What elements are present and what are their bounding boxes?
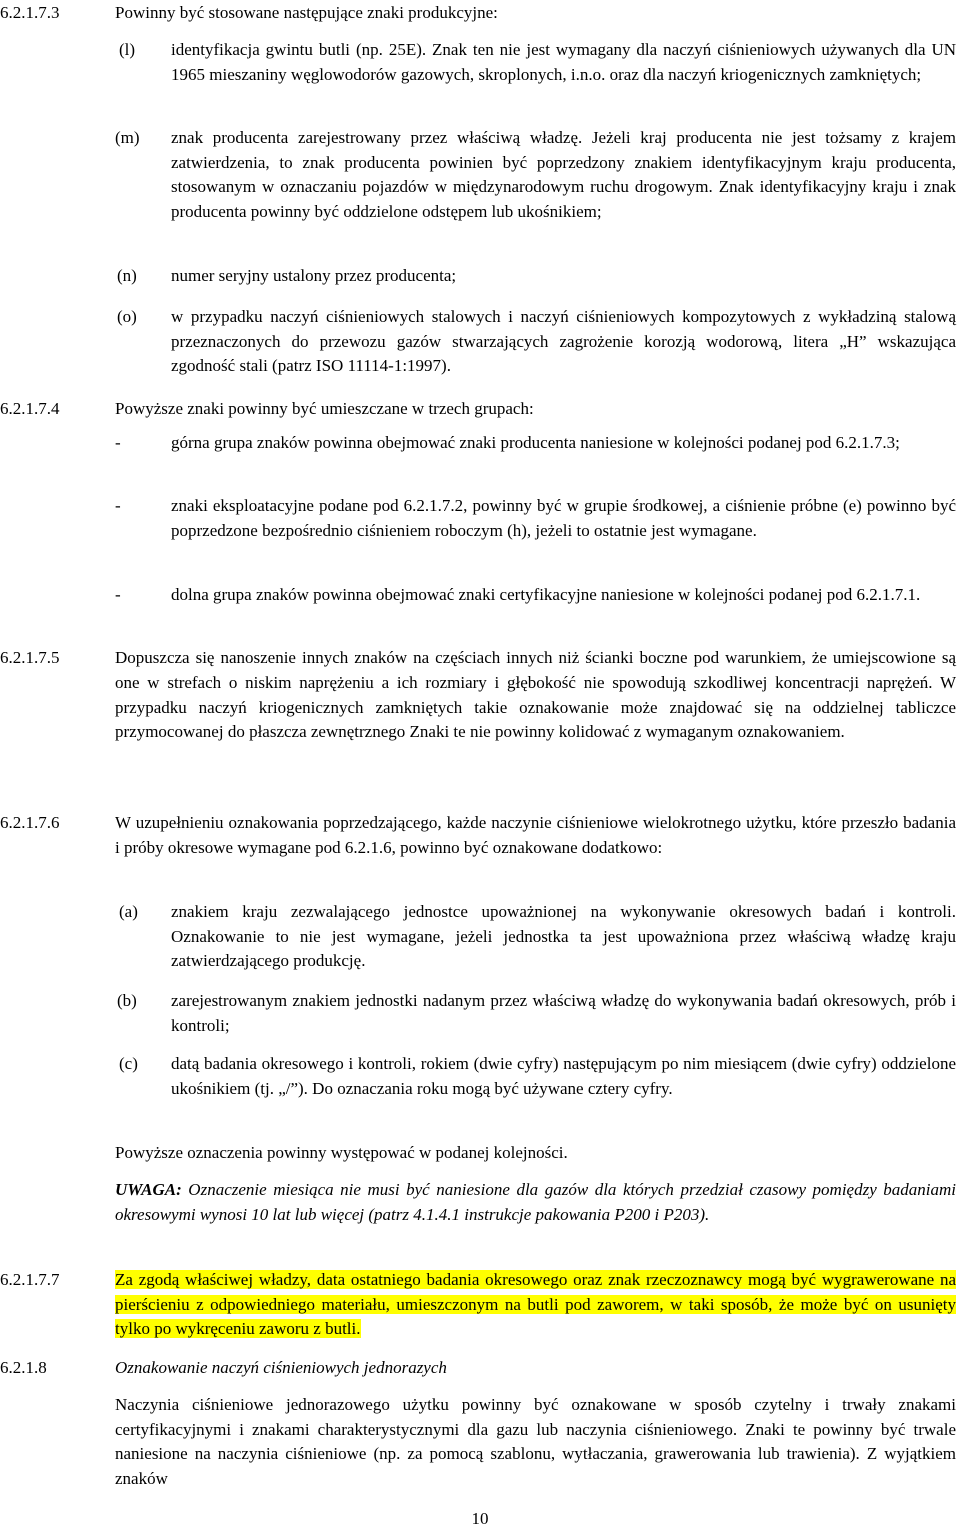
section-number-6-2-1-7-3: 6.2.1.7.3	[0, 3, 60, 22]
list-item-text-top-group: górna grupa znaków powinna obejmować znaki producenta naniesione w kolejności podanej pod 6.2.1.7.3;	[171, 433, 900, 452]
list-item-label-m: (m)	[115, 128, 140, 147]
list-item-label-c: (c)	[119, 1054, 138, 1073]
uwaga-label: UWAGA:	[115, 1180, 182, 1199]
section-number-6-2-1-7-4: 6.2.1.7.4	[0, 399, 60, 418]
order-note: Powyższe oznaczenia powinny występować w podanej kolejności.	[115, 1143, 568, 1162]
list-item-label-n: (n)	[117, 266, 137, 285]
section-title-6-2-1-8: Oznakowanie naczyń ciśnieniowych jednorazych	[115, 1358, 447, 1377]
list-item-label-o: (o)	[117, 307, 137, 326]
section-number-6-2-1-7-6: 6.2.1.7.6	[0, 813, 60, 832]
page-number: 10	[471, 1509, 489, 1528]
section-intro-6-2-1-7-3: Powinny być stosowane następujące znaki produkcyjne:	[115, 3, 498, 22]
section-number-6-2-1-8: 6.2.1.8	[0, 1358, 47, 1377]
section-intro-6-2-1-7-6: W uzupełnieniu oznakowania poprzedzającego, każde naczynie ciśnieniowe wielokrotnego użytku, które przeszło badania i próby okresowe wymagane pod 6.2.1.6, powinno być oznakowane dodatkowo:	[115, 813, 956, 857]
uwaga-text: Oznaczenie miesiąca nie musi być naniesione dla gazów dla których przedział czasowy pomiędzy badaniami okresowymi wynosi 10 lat lub więcej (patrz 4.1.4.1 instrukcje pakowania P200 i P203).	[115, 1180, 957, 1224]
list-item-text-a: znakiem kraju zezwalającego jednostce upoważnionej na wykonywanie okresowych badań i kontroli. Oznakowanie to nie jest wymagane, jeżeli jednostka ta jest upoważniona przez właściwą władzę kraju zatwierdzającego produkcję.	[171, 902, 956, 970]
list-item-text-b: zarejestrowanym znakiem jednostki nadanym przez właściwą władzę do wykonywania badań okresowych, prób i kontroli;	[171, 991, 956, 1035]
section-intro-6-2-1-7-4: Powyższe znaki powinny być umieszczane w trzech grupach:	[115, 399, 534, 418]
dash-bullet: -	[115, 585, 121, 604]
list-item-text-c: datą badania okresowego i kontroli, rokiem (dwie cyfry) następującym po nim miesiącem (dwie cyfry) oddzielone ukośnikiem (tj. „/”). Do oznaczania roku mogą być używane cztery cyfry.	[171, 1054, 956, 1098]
dash-bullet: -	[115, 433, 121, 452]
list-item-text-n: numer seryjny ustalony przez producenta;	[171, 266, 457, 285]
uwaga-note	[115, 1178, 956, 1227]
section-number-6-2-1-7-7: 6.2.1.7.7	[0, 1270, 60, 1289]
section-text-6-2-1-7-5: Dopuszcza się nanoszenie innych znaków na częściach innych niż ścianki boczne pod warunkiem, że umiejscowione są one w strefach o niskim naprężeniu a ich rozmiary i głębokość nie spowodują szkodliwej koncentracji naprężeń. W przypadku naczyń kriogenicznych zamkniętych takie oznakowanie może znajdować się na oddzielnej tabliczce przymocowanej do płaszcza zewnętrznego Znaki te nie powinny kolidować z wymaganym oznakowaniem.	[115, 648, 956, 742]
list-item-text-m: znak producenta zarejestrowany przez właściwą władzę. Jeżeli kraj producenta nie jest tożsamy z krajem zatwierdzenia, to znak producenta powinien być poprzedzony znakiem identyfikacyjnym kraju producenta, stosowanym w oznaczaniu pojazdów w międzynarodowym ruchu drogowym. Znak identyfikacyjny kraju i znak producenta powinny być oddzielone odstępem lub ukośnikiem;	[171, 128, 956, 221]
list-item-label-l: (l)	[119, 40, 136, 59]
list-item-text-o: w przypadku naczyń ciśnieniowych stalowych i naczyń ciśnieniowych kompozytowych z wykładziną stalową przeznaczonych do przewozu gazów stwarzających zagrożenie korozją wodorową, litera „H” wskazująca zgodność stali (patrz ISO 11114-1:1997).	[171, 307, 956, 375]
list-item-text-middle-group: znaki eksploatacyjne podane pod 6.2.1.7.2, powinny być w grupie środkowej, a ciśnienie próbne (e) powinno być poprzedzone bezpośrednio ciśnieniem roboczym (h), jeżeli to ostatnie jest wymagane.	[171, 496, 956, 540]
dash-bullet: -	[115, 496, 121, 515]
section-text-6-2-1-8: Naczynia ciśnieniowe jednorazowego użytku powinny być oznakowane w sposób czytelny i trwały znakami certyfikacyjnymi i znakami charakterystycznymi dla gazu lub naczynia ciśnieniowego. Znaki te powinny być trwale naniesione na naczynia ciśnieniowe (np. za pomocą szablonu, wytłaczania, grawerowania lub trawienia). Z wyjątkiem znaków	[115, 1395, 956, 1488]
list-item-text-bottom-group: dolna grupa znaków powinna obejmować znaki certyfikacyjne naniesione w kolejności podanej pod 6.2.1.7.1.	[171, 585, 921, 604]
section-number-6-2-1-7-5: 6.2.1.7.5	[0, 648, 60, 667]
list-item-label-b: (b)	[117, 991, 137, 1010]
section-text-6-2-1-7-7	[115, 1268, 956, 1342]
highlighted-text: Za zgodą właściwej władzy, data ostatniego badania okresowego oraz znak rzeczoznawcy mogą być wygrawerowane na pierścieniu z odpowiedniego materiału, umieszczonym na butli pod zaworem, w taki sposób, że może być on usunięty tylko po wykręceniu zaworu z butli.	[115, 1270, 956, 1338]
list-item-text-l: identyfikacja gwintu butli (np. 25E). Znak ten nie jest wymagany dla naczyń ciśnieniowych używanych dla UN 1965 mieszaniny węglowodorów gazowych, skroplonych, i.n.o. oraz dla naczyń kriogenicznych zamkniętych;	[171, 40, 956, 84]
list-item-label-a: (a)	[119, 902, 138, 921]
